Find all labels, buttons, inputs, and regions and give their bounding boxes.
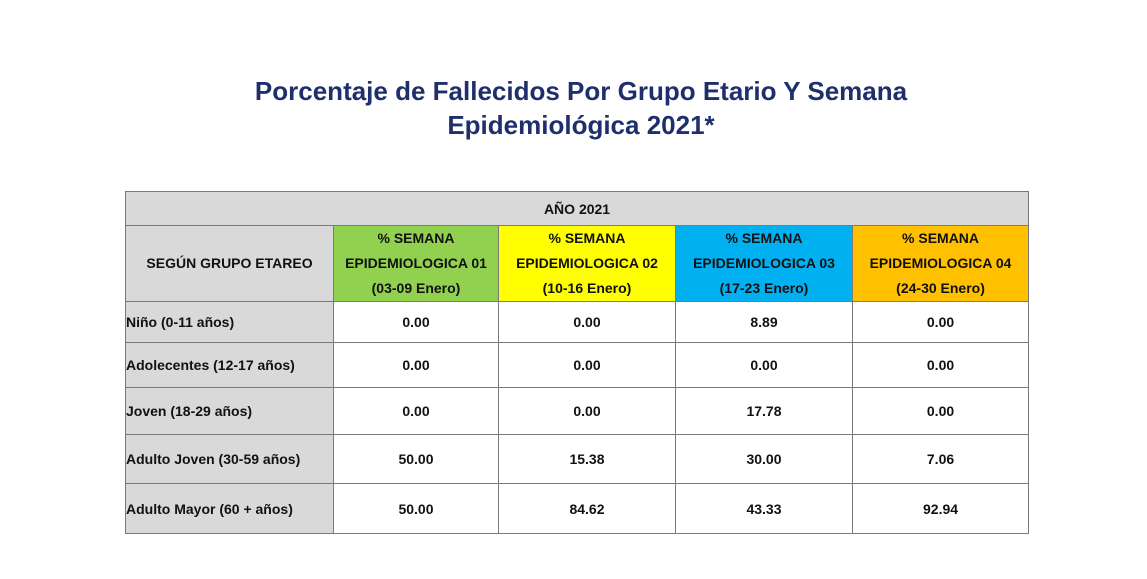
table-cell: 15.38 <box>499 435 676 484</box>
week-header-line: EPIDEMIOLOGICA 03 <box>693 255 835 271</box>
week-header-dates: (17-23 Enero) <box>719 280 809 296</box>
table-cell: 0.00 <box>853 388 1029 435</box>
table-cell: 0.00 <box>334 302 499 343</box>
week-header-dates: (03-09 Enero) <box>371 280 461 296</box>
week-header-line: EPIDEMIOLOGICA 02 <box>516 255 658 271</box>
row-label: Niño (0-11 años) <box>126 302 334 343</box>
table-cell: 0.00 <box>853 302 1029 343</box>
deaths-by-age-table <box>125 191 1029 534</box>
table-row <box>126 388 1029 435</box>
table-row <box>126 484 1029 534</box>
column-header-row <box>126 226 1029 302</box>
table-cell: 30.00 <box>676 435 853 484</box>
week-header-line: % SEMANA <box>725 230 803 246</box>
table-cell: 8.89 <box>676 302 853 343</box>
row-label: Adulto Mayor (60 + años) <box>126 484 334 534</box>
title-line-1: Porcentaje de Fallecidos Por Grupo Etario Y Semana <box>254 76 908 106</box>
row-label: Joven (18-29 años) <box>126 388 334 435</box>
week-header-line: % SEMANA <box>902 230 980 246</box>
week-header-01 <box>334 226 499 302</box>
table-row <box>126 343 1029 388</box>
week-header-line: EPIDEMIOLOGICA 04 <box>869 255 1012 271</box>
table-row <box>126 435 1029 484</box>
row-label: Adulto Joven (30-59 años) <box>126 435 334 484</box>
week-header-dates: (10-16 Enero) <box>542 280 632 296</box>
year-header: AÑO 2021 <box>126 192 1029 226</box>
week-header-04 <box>853 226 1029 302</box>
table-cell: 0.00 <box>499 388 676 435</box>
table-cell: 50.00 <box>334 484 499 534</box>
table-cell: 7.06 <box>853 435 1029 484</box>
table-cell: 0.00 <box>499 343 676 388</box>
year-header-row <box>126 192 1029 226</box>
table-cell: 0.00 <box>334 388 499 435</box>
week-header-dates: (24-30 Enero) <box>896 280 985 296</box>
week-header-line: EPIDEMIOLOGICA 01 <box>345 255 487 271</box>
table-cell: 0.00 <box>853 343 1029 388</box>
row-label: Adolecentes (12-17 años) <box>126 343 334 388</box>
table-cell: 0.00 <box>676 343 853 388</box>
title-line-2: Epidemiológica 2021* <box>447 110 715 140</box>
week-header-03 <box>676 226 853 302</box>
week-header-line: % SEMANA <box>548 230 626 246</box>
table-cell: 84.62 <box>499 484 676 534</box>
page-title <box>0 74 1147 142</box>
table-cell: 43.33 <box>676 484 853 534</box>
table-cell: 50.00 <box>334 435 499 484</box>
table-cell: 92.94 <box>853 484 1029 534</box>
week-header-line: % SEMANA <box>377 230 455 246</box>
table-cell: 17.78 <box>676 388 853 435</box>
table-cell: 0.00 <box>499 302 676 343</box>
week-header-02 <box>499 226 676 302</box>
row-header: SEGÚN GRUPO ETAREO <box>126 226 334 302</box>
table-row <box>126 302 1029 343</box>
table-cell: 0.00 <box>334 343 499 388</box>
